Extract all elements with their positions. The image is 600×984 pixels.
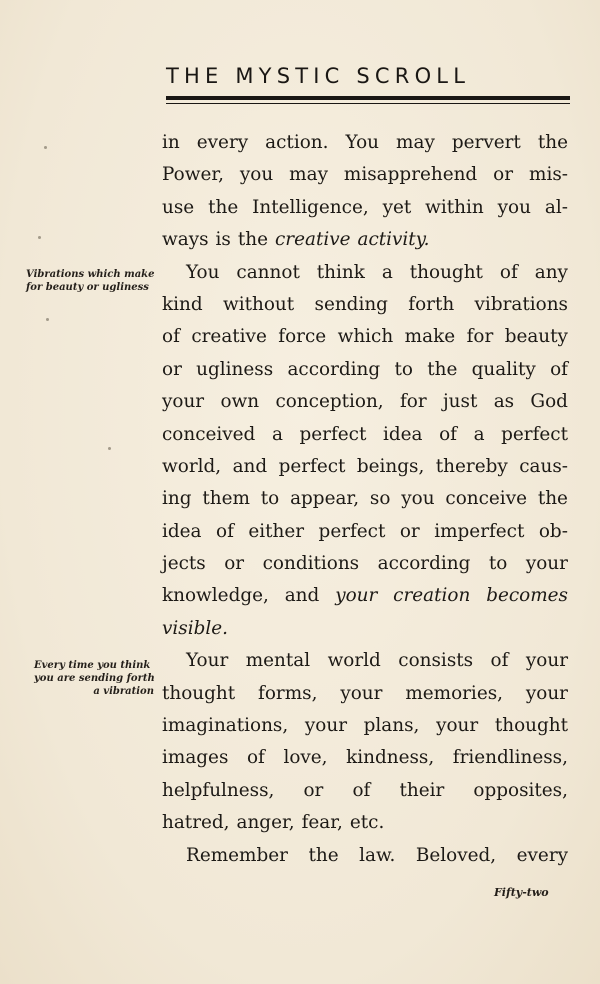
text-line bbox=[162, 224, 568, 256]
text-line bbox=[162, 613, 568, 645]
word: your bbox=[162, 391, 205, 413]
margin-note-vibrations bbox=[26, 268, 154, 294]
word: idea bbox=[382, 423, 423, 445]
word: you bbox=[497, 196, 531, 218]
word: in bbox=[162, 132, 180, 153]
word: of bbox=[499, 261, 518, 283]
word: a bbox=[381, 261, 393, 283]
text-line bbox=[162, 192, 568, 224]
word: which bbox=[337, 326, 394, 348]
word: imaginations, bbox=[162, 715, 289, 737]
word: a bbox=[271, 423, 283, 445]
word: of bbox=[439, 423, 457, 445]
word: cannot bbox=[236, 261, 300, 283]
text-line bbox=[162, 127, 568, 159]
word: opposites, bbox=[473, 779, 568, 801]
word: the bbox=[208, 196, 239, 218]
word: caus- bbox=[519, 455, 568, 477]
word: perfect bbox=[501, 423, 568, 445]
word: God bbox=[530, 391, 568, 413]
word: vibrations bbox=[474, 293, 568, 315]
word: for bbox=[399, 391, 427, 413]
word: within bbox=[425, 196, 484, 218]
text-line bbox=[162, 516, 568, 548]
word: helpfulness, bbox=[162, 779, 275, 801]
word: ways bbox=[162, 229, 209, 251]
word: to bbox=[260, 488, 280, 510]
word: to bbox=[488, 553, 508, 575]
word: misapprehend bbox=[343, 164, 478, 186]
text-line bbox=[162, 419, 568, 451]
italic-word: activity. bbox=[357, 229, 430, 251]
word: for bbox=[466, 326, 494, 348]
text-line bbox=[162, 159, 568, 191]
word: may bbox=[289, 164, 328, 186]
word: world, bbox=[162, 455, 222, 477]
word: own bbox=[220, 391, 260, 413]
word: may bbox=[396, 132, 435, 153]
text-line bbox=[162, 354, 568, 386]
word: of bbox=[352, 779, 371, 801]
word: perfect bbox=[299, 423, 367, 445]
word: mental bbox=[245, 650, 311, 672]
word: beauty bbox=[504, 326, 568, 348]
word: friendliness, bbox=[452, 747, 568, 769]
word: imperfect bbox=[434, 520, 525, 542]
word: conditions bbox=[262, 553, 360, 575]
italic-word: creation bbox=[393, 585, 471, 607]
word: your bbox=[340, 682, 383, 704]
text-line bbox=[162, 742, 568, 774]
word: the bbox=[308, 844, 339, 866]
text-line bbox=[162, 775, 568, 807]
italic-word: your bbox=[335, 585, 378, 607]
word: make bbox=[404, 326, 456, 348]
word: the bbox=[537, 132, 568, 153]
word: is bbox=[215, 229, 231, 251]
text-line bbox=[162, 483, 568, 515]
italic-word: becomes bbox=[486, 585, 568, 607]
word: them bbox=[202, 488, 250, 510]
word: thereby bbox=[435, 455, 508, 477]
word: hatred, bbox=[162, 812, 230, 834]
text-line bbox=[162, 678, 568, 710]
word: of bbox=[550, 358, 568, 380]
word: you bbox=[401, 488, 435, 510]
word: jects bbox=[162, 553, 206, 575]
text-line bbox=[162, 807, 568, 839]
word: according bbox=[377, 553, 471, 575]
italic-word: visible. bbox=[162, 617, 228, 639]
word: You bbox=[186, 261, 220, 283]
word: quality bbox=[471, 358, 536, 380]
word: appear, bbox=[290, 488, 360, 510]
word: forth bbox=[408, 293, 455, 315]
word: creative bbox=[191, 326, 267, 348]
word: or bbox=[399, 520, 420, 542]
word: mis- bbox=[529, 164, 568, 186]
word: ob- bbox=[538, 520, 568, 542]
word: world bbox=[327, 650, 381, 672]
margin-note-line: Vibrations which make bbox=[26, 269, 155, 280]
word: knowledge, bbox=[162, 585, 269, 607]
word: love, bbox=[283, 747, 328, 769]
word: your bbox=[525, 553, 568, 575]
word: your bbox=[304, 715, 347, 737]
margin-note-line: Every time you think bbox=[34, 660, 151, 671]
word: every bbox=[196, 132, 249, 153]
margin-note-line: a vibration bbox=[93, 686, 154, 697]
text-line bbox=[162, 321, 568, 353]
word: and bbox=[284, 585, 320, 607]
word: kindness, bbox=[346, 747, 435, 769]
text-line bbox=[162, 386, 568, 418]
margin-note-every-time bbox=[34, 659, 154, 698]
page-number: Fifty-two bbox=[494, 886, 549, 899]
word: your bbox=[525, 650, 568, 672]
word: conception, bbox=[275, 391, 384, 413]
word: according bbox=[287, 358, 381, 380]
word: your bbox=[525, 682, 568, 704]
word: use bbox=[162, 196, 195, 218]
word: Beloved, bbox=[415, 844, 497, 866]
word: or bbox=[493, 164, 514, 186]
paper-speck bbox=[44, 146, 47, 149]
word: ing bbox=[162, 488, 192, 510]
word: Intelligence, bbox=[252, 196, 369, 218]
word: beings, bbox=[356, 455, 425, 477]
word: their bbox=[399, 779, 445, 801]
word: every bbox=[516, 844, 568, 866]
word: perfect bbox=[318, 520, 386, 542]
paper-speck bbox=[38, 236, 41, 239]
word: of bbox=[162, 326, 180, 348]
word: the bbox=[427, 358, 458, 380]
word: action. bbox=[265, 132, 329, 153]
word: as bbox=[493, 391, 515, 413]
word: to bbox=[394, 358, 413, 380]
word: the bbox=[237, 229, 268, 251]
word: think bbox=[316, 261, 365, 283]
body-text bbox=[162, 127, 568, 872]
word: Remember bbox=[186, 844, 288, 866]
word: images bbox=[162, 747, 229, 769]
word: kind bbox=[162, 293, 203, 315]
word: perfect bbox=[278, 455, 346, 477]
word: You bbox=[345, 132, 379, 153]
word: any bbox=[534, 261, 568, 283]
word: yet bbox=[382, 196, 412, 218]
word: anger, bbox=[236, 812, 295, 834]
word: al- bbox=[544, 196, 568, 218]
running-head: THE MYSTIC SCROLL bbox=[166, 64, 471, 88]
word: thought bbox=[494, 715, 568, 737]
word: sending bbox=[314, 293, 388, 315]
word: or bbox=[303, 779, 324, 801]
word: of bbox=[246, 747, 265, 769]
paper-speck bbox=[46, 318, 49, 321]
word: ugliness bbox=[196, 358, 274, 380]
word: consists bbox=[398, 650, 474, 672]
word: conceive bbox=[445, 488, 527, 510]
word: pervert bbox=[451, 132, 521, 153]
word: just bbox=[442, 391, 478, 413]
margin-note-line: for beauty or ugliness bbox=[26, 282, 149, 293]
text-line bbox=[162, 645, 568, 677]
word: you bbox=[239, 164, 274, 186]
word: of bbox=[216, 520, 234, 542]
text-line bbox=[162, 289, 568, 321]
paper-speck bbox=[108, 447, 111, 450]
word: a bbox=[473, 423, 485, 445]
header-rule-thin bbox=[166, 103, 570, 104]
word: idea bbox=[162, 520, 202, 542]
italic-word: creative bbox=[275, 229, 351, 251]
margin-note-line: you are sending forth bbox=[34, 673, 155, 684]
text-line bbox=[162, 580, 568, 612]
word: Your bbox=[186, 650, 229, 672]
word: fear, bbox=[301, 812, 343, 834]
word: of bbox=[490, 650, 509, 672]
header-rule-thick bbox=[166, 96, 570, 100]
word: without bbox=[223, 293, 295, 315]
word: either bbox=[248, 520, 305, 542]
word: your bbox=[436, 715, 479, 737]
text-line bbox=[162, 710, 568, 742]
word: or bbox=[224, 553, 245, 575]
word: memories, bbox=[405, 682, 503, 704]
word: forms, bbox=[258, 682, 318, 704]
word: the bbox=[537, 488, 568, 510]
text-line bbox=[162, 840, 568, 872]
word: thought bbox=[409, 261, 483, 283]
word: conceived bbox=[162, 423, 256, 445]
word: plans, bbox=[363, 715, 420, 737]
text-line bbox=[162, 451, 568, 483]
text-line bbox=[162, 257, 568, 289]
word: and bbox=[232, 455, 268, 477]
word: etc. bbox=[349, 812, 385, 834]
word: or bbox=[162, 358, 182, 380]
text-line bbox=[162, 548, 568, 580]
word: force bbox=[278, 326, 327, 348]
word: law. bbox=[359, 844, 396, 866]
word: Power, bbox=[162, 164, 224, 186]
word: thought bbox=[162, 682, 236, 704]
word: so bbox=[369, 488, 391, 510]
